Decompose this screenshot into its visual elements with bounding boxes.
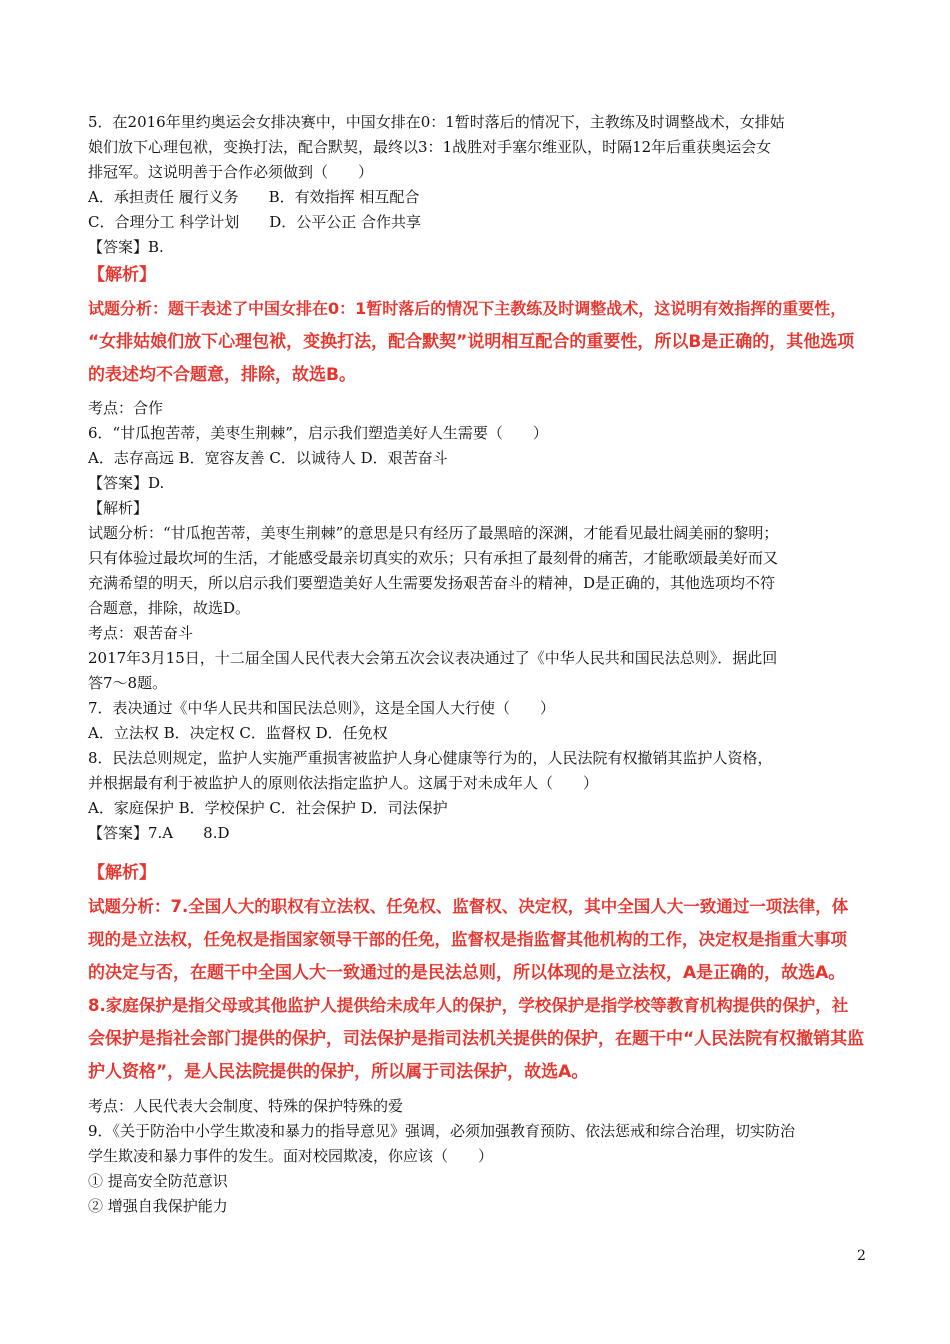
q78-analysis-line-6: 护人资格”，是人民法院提供的保护，所以属于司法保护，故选A。: [88, 1062, 589, 1082]
q78-kaodian: 考点：人民代表大会制度、特殊的保护特殊的爱: [88, 1097, 404, 1115]
q78-analysis-line-3: 的决定与否，在题干中全国人大一致通过的是民法总则，所以体现的是立法权，A是正确的，故选A。: [88, 963, 846, 983]
q5-line-1: 5．在2016年里约奥运会女排决赛中，中国女排在0：1暂时落后的情况下，主教练及时调整战术，女排姑: [88, 113, 785, 131]
q5-kaodian: 考点：合作: [88, 399, 164, 417]
q5-answer: 【答案】B.: [88, 238, 164, 256]
q78-analysis-line-5: 会保护是指社会部门提供的保护，司法保护是指司法机关提供的保护，在题干中“人民法院有权撤销其监: [88, 1029, 865, 1049]
q7-options: A．立法权 B．决定权 C．监督权 D．任免权: [88, 724, 388, 742]
q8-options: A．家庭保护 B．学校保护 C．社会保护 D．司法保护: [88, 799, 448, 817]
q6-analysis-line-2: 只有体验过最坎坷的生活，才能感受最亲切真实的欢乐；只有承担了最刻骨的痛苦，才能歌颂最美好而又: [88, 549, 779, 567]
q9-item-2: ② 增强自我保护能力: [88, 1197, 228, 1215]
q78-answer: 【答案】7.A 8.D: [88, 824, 230, 842]
q9-line-2: 学生欺凌和暴力事件的发生。面对校园欺凌，你应该（ ）: [88, 1147, 494, 1165]
q8-stem-line-1: 8．民法总则规定，监护人实施严重损害被监护人身心健康等行为的，人民法院有权撤销其监护人资格，: [88, 749, 773, 767]
q5-analysis-line-3: 的表述均不合题意，排除，故选B。: [88, 365, 356, 385]
page-number: 2: [857, 1248, 866, 1264]
q5-analysis-line-2: “女排姑娘们放下心理包袱，变换打法，配合默契”说明相互配合的重要性，所以B是正确的，其他选项: [88, 332, 855, 352]
q9-item-1: ① 提高安全防范意识: [88, 1172, 228, 1190]
q5-analysis-title: 【解析】: [88, 265, 156, 285]
q9-line-1: 9．《关于防治中小学生欺凌和暴力的指导意见》强调，必须加强教育预防、依法惩戒和综合治理，切实防治: [88, 1122, 796, 1140]
q5-options-ab: A．承担责任 履行义务 B．有效指挥 相互配合: [88, 188, 420, 206]
q78-intro-line-1: 2017年3月15日，十二届全国人民代表大会第五次会议表决通过了《中华人民共和国民法总则》．据此回: [88, 649, 778, 667]
q5-analysis-line-1: 试题分析：题干表述了中国女排在0：1暂时落后的情况下主教练及时调整战术，这说明有效指挥的重要性，: [88, 299, 847, 318]
q5-options-cd: C．合理分工 科学计划 D．公平公正 合作共享: [88, 213, 422, 231]
q6-analysis-line-1: 试题分析：“甘瓜抱苦蒂，美枣生荆棘”的意思是只有经历了最黑暗的深渊，才能看见最壮阔美丽的黎明；: [88, 524, 779, 542]
q78-analysis-line-1: 试题分析：7.全国人大的职权有立法权、任免权、监督权、决定权，其中全国人大一致通过一项法律，体: [88, 897, 849, 916]
q5-line-3: 排冠军。这说明善于合作必须做到（ ）: [88, 163, 374, 181]
q6-line-1: 6．“甘瓜抱苦蒂，美枣生荆棘”，启示我们塑造美好人生需要（ ）: [88, 424, 548, 442]
q78-analysis-title: 【解析】: [88, 863, 156, 883]
q6-analysis-line-4: 合题意，排除，故选D。: [88, 599, 251, 617]
q8-stem-line-2: 并根据最有利于被监护人的原则依法指定监护人。这属于对未成年人（ ）: [88, 774, 599, 792]
q6-kaodian: 考点：艰苦奋斗: [88, 624, 194, 642]
q7-stem: 7．表决通过《中华人民共和国民法总则》，这是全国人大行使（ ）: [88, 699, 556, 717]
q78-intro-line-2: 答7～8题。: [88, 674, 168, 692]
q6-answer: 【答案】D.: [88, 474, 165, 492]
q6-analysis-line-3: 充满希望的明天，所以启示我们要塑造美好人生需要发扬艰苦奋斗的精神，D是正确的，其他选项均不符: [88, 574, 776, 592]
q6-analysis-title: 【解析】: [88, 499, 149, 517]
q78-analysis-line-4: 8.家庭保护是指父母或其他监护人提供给未成年人的保护，学校保护是指学校等教育机构提供的保护，社: [88, 996, 849, 1015]
q5-line-2: 娘们放下心理包袱，变换打法，配合默契，最终以3：1战胜对手塞尔维亚队，时隔12年后重获奥运会女: [88, 138, 772, 156]
q6-options: A．志存高远 B．宽容友善 C．以诚待人 D．艰苦奋斗: [88, 449, 448, 467]
q78-analysis-line-2: 现的是立法权，任免权是指国家领导干部的任免，监督权是指监督其他机构的工作，决定权是指重大事项: [88, 930, 847, 949]
